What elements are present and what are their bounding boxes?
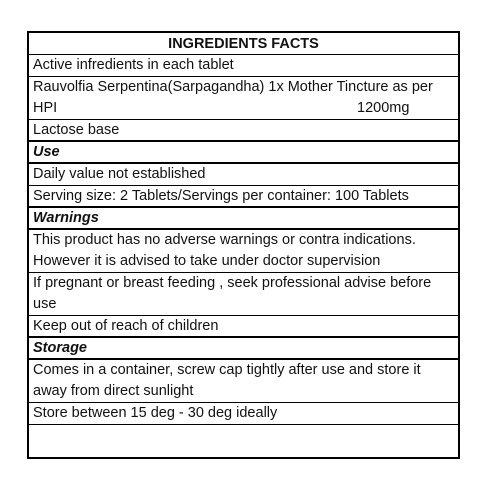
storage-container-line-1: Comes in a container, screw cap tightly after use and store it	[33, 362, 421, 378]
table-title: INGREDIENTS FACTS	[29, 33, 458, 55]
empty-row	[29, 425, 458, 457]
children-warning-row: Keep out of reach of children	[29, 316, 458, 338]
storage-temperature-row: Store between 15 deg - 30 deg ideally	[29, 403, 458, 425]
use-heading: Use	[29, 142, 458, 164]
ingredient-row	[29, 77, 458, 120]
warnings-line-2: However it is advised to take under doctor supervision	[33, 253, 381, 269]
ingredient-name: Rauvolfia Serpentina(Sarpagandha) 1x Mother Tincture as per	[33, 79, 433, 95]
ingredient-amount-line	[33, 98, 454, 119]
storage-heading: Storage	[29, 338, 458, 360]
ingredients-facts-table	[27, 31, 460, 459]
base-row: Lactose base	[29, 120, 458, 142]
daily-value-row: Daily value not established	[29, 164, 458, 186]
storage-container-line-2: away from direct sunlight	[33, 383, 194, 399]
pregnancy-warning-line-2: use	[33, 296, 57, 312]
storage-container-row	[29, 360, 458, 403]
serving-size-row: Serving size: 2 Tablets/Servings per container: 100 Tablets	[29, 186, 458, 208]
active-ingredients-heading: Active infredients in each tablet	[29, 55, 458, 77]
warnings-heading: Warnings	[29, 208, 458, 230]
warnings-row	[29, 230, 458, 273]
warnings-line-1: This product has no adverse warnings or contra indications.	[33, 232, 416, 248]
pregnancy-warning-row	[29, 273, 458, 316]
ingredient-amount: 1200mg	[357, 100, 410, 116]
pregnancy-warning-line-1: If pregnant or breast feeding , seek professional advise before	[33, 275, 432, 291]
ingredient-standard: HPI	[33, 100, 58, 116]
